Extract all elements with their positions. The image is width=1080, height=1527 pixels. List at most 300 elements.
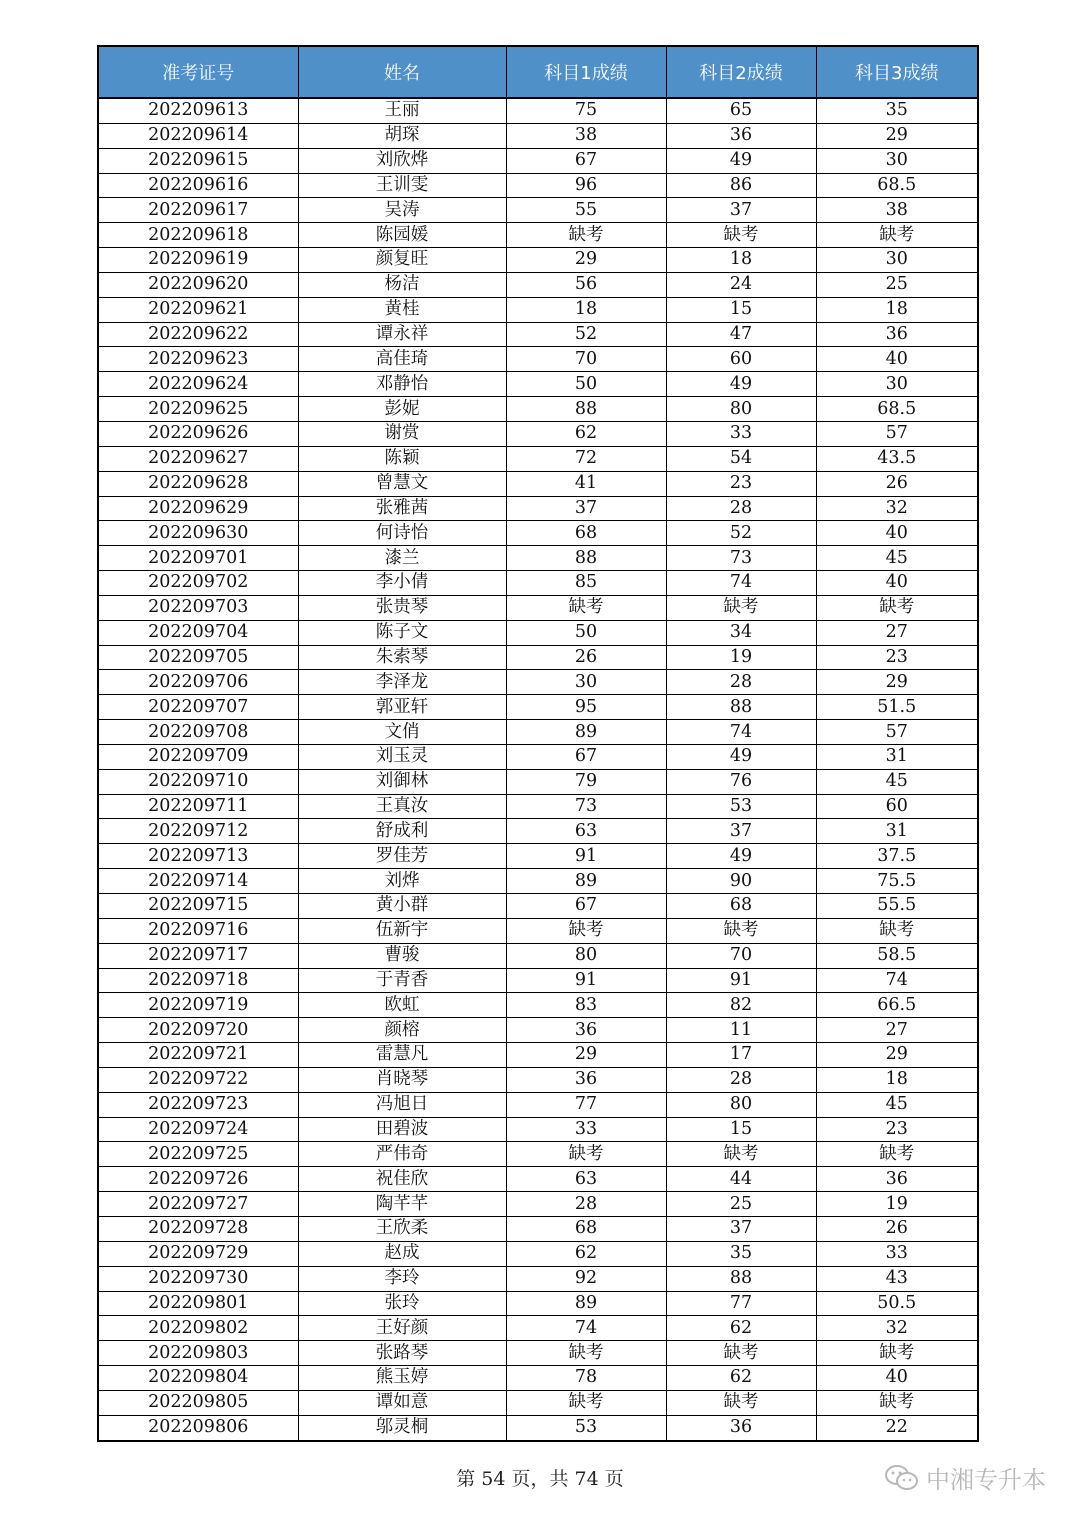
cell-subject1: 62 <box>506 421 666 446</box>
table-row <box>98 1216 978 1241</box>
cell-name: 张路琴 <box>298 1341 506 1366</box>
cell-subject1: 26 <box>506 645 666 670</box>
cell-subject1: 缺考 <box>506 1142 666 1167</box>
cell-exam-id: 202209713 <box>98 844 298 869</box>
cell-subject1: 38 <box>506 123 666 148</box>
cell-subject3: 40 <box>816 1366 978 1391</box>
cell-name: 陈园媛 <box>298 223 506 248</box>
cell-exam-id: 202209714 <box>98 869 298 894</box>
table-row <box>98 1192 978 1217</box>
table-row <box>98 421 978 446</box>
cell-exam-id: 202209806 <box>98 1415 298 1440</box>
cell-subject2: 缺考 <box>666 1341 816 1366</box>
cell-subject3: 27 <box>816 620 978 645</box>
cell-subject1: 74 <box>506 1316 666 1341</box>
cell-subject2: 37 <box>666 198 816 223</box>
cell-subject1: 缺考 <box>506 918 666 943</box>
cell-subject2: 62 <box>666 1366 816 1391</box>
cell-subject3: 35 <box>816 98 978 123</box>
table-row <box>98 769 978 794</box>
table-row <box>98 546 978 571</box>
cell-exam-id: 202209716 <box>98 918 298 943</box>
cell-exam-id: 202209617 <box>98 198 298 223</box>
cell-subject2: 35 <box>666 1241 816 1266</box>
table-row <box>98 794 978 819</box>
cell-name: 严伟奇 <box>298 1142 506 1167</box>
cell-subject2: 70 <box>666 943 816 968</box>
cell-exam-id: 202209629 <box>98 496 298 521</box>
cell-subject3: 30 <box>816 372 978 397</box>
cell-subject3: 19 <box>816 1192 978 1217</box>
cell-subject2: 74 <box>666 720 816 745</box>
cell-subject2: 88 <box>666 1266 816 1291</box>
cell-subject1: 28 <box>506 1192 666 1217</box>
cell-name: 伍新宇 <box>298 918 506 943</box>
cell-subject3: 29 <box>816 670 978 695</box>
table-row <box>98 670 978 695</box>
cell-name: 刘欣烨 <box>298 148 506 173</box>
cell-subject1: 55 <box>506 198 666 223</box>
cell-subject2: 62 <box>666 1316 816 1341</box>
cell-exam-id: 202209613 <box>98 98 298 123</box>
cell-subject2: 37 <box>666 819 816 844</box>
cell-subject1: 36 <box>506 1067 666 1092</box>
cell-name: 王丽 <box>298 98 506 123</box>
cell-subject2: 15 <box>666 297 816 322</box>
cell-subject2: 缺考 <box>666 918 816 943</box>
cell-subject1: 36 <box>506 1018 666 1043</box>
table-row <box>98 297 978 322</box>
cell-subject1: 75 <box>506 98 666 123</box>
table-row <box>98 123 978 148</box>
cell-subject2: 49 <box>666 148 816 173</box>
cell-subject1: 96 <box>506 173 666 198</box>
cell-subject3: 57 <box>816 421 978 446</box>
cell-subject2: 17 <box>666 1043 816 1068</box>
cell-subject3: 31 <box>816 819 978 844</box>
cell-exam-id: 202209725 <box>98 1142 298 1167</box>
cell-name: 张雅茜 <box>298 496 506 521</box>
cell-subject1: 95 <box>506 695 666 720</box>
cell-subject1: 缺考 <box>506 1390 666 1415</box>
cell-subject1: 56 <box>506 272 666 297</box>
header-subject2: 科目2成绩 <box>666 46 816 98</box>
cell-subject1: 80 <box>506 943 666 968</box>
cell-subject1: 79 <box>506 769 666 794</box>
cell-subject3: 43.5 <box>816 446 978 471</box>
cell-exam-id: 202209620 <box>98 272 298 297</box>
header-exam-id: 准考证号 <box>98 46 298 98</box>
cell-subject3: 45 <box>816 1092 978 1117</box>
cell-exam-id: 202209804 <box>98 1366 298 1391</box>
cell-subject3: 43 <box>816 1266 978 1291</box>
cell-subject3: 68.5 <box>816 397 978 422</box>
cell-subject2: 86 <box>666 173 816 198</box>
cell-subject2: 缺考 <box>666 595 816 620</box>
cell-subject2: 73 <box>666 546 816 571</box>
cell-name: 赵成 <box>298 1241 506 1266</box>
table-row <box>98 148 978 173</box>
cell-subject1: 89 <box>506 869 666 894</box>
cell-name: 朱索琴 <box>298 645 506 670</box>
cell-subject1: 33 <box>506 1117 666 1142</box>
cell-subject2: 76 <box>666 769 816 794</box>
table-row <box>98 272 978 297</box>
wechat-icon <box>884 1464 920 1492</box>
cell-subject3: 33 <box>816 1241 978 1266</box>
cell-name: 胡琛 <box>298 123 506 148</box>
cell-exam-id: 202209628 <box>98 471 298 496</box>
cell-subject2: 54 <box>666 446 816 471</box>
table-row <box>98 1341 978 1366</box>
cell-subject1: 73 <box>506 794 666 819</box>
cell-subject1: 67 <box>506 148 666 173</box>
table-row <box>98 471 978 496</box>
cell-subject1: 83 <box>506 993 666 1018</box>
table-row <box>98 1316 978 1341</box>
cell-subject1: 72 <box>506 446 666 471</box>
cell-subject3: 36 <box>816 322 978 347</box>
cell-subject1: 50 <box>506 372 666 397</box>
cell-subject3: 40 <box>816 571 978 596</box>
cell-subject3: 27 <box>816 1018 978 1043</box>
table-row <box>98 695 978 720</box>
table-row <box>98 894 978 919</box>
table-row <box>98 397 978 422</box>
table-row <box>98 1266 978 1291</box>
cell-name: 于青香 <box>298 968 506 993</box>
cell-subject2: 15 <box>666 1117 816 1142</box>
table-row <box>98 968 978 993</box>
cell-subject1: 68 <box>506 1216 666 1241</box>
cell-name: 黄桂 <box>298 297 506 322</box>
cell-subject2: 37 <box>666 1216 816 1241</box>
cell-name: 陈子文 <box>298 620 506 645</box>
cell-subject1: 89 <box>506 1291 666 1316</box>
table-row <box>98 446 978 471</box>
cell-subject2: 28 <box>666 1067 816 1092</box>
cell-subject2: 88 <box>666 695 816 720</box>
cell-name: 陈颖 <box>298 446 506 471</box>
table-row <box>98 844 978 869</box>
cell-exam-id: 202209704 <box>98 620 298 645</box>
cell-subject2: 缺考 <box>666 1390 816 1415</box>
cell-subject3: 23 <box>816 1117 978 1142</box>
cell-subject3: 66.5 <box>816 993 978 1018</box>
table-row <box>98 1043 978 1068</box>
cell-exam-id: 202209801 <box>98 1291 298 1316</box>
cell-subject3: 32 <box>816 1316 978 1341</box>
table-row <box>98 645 978 670</box>
cell-name: 李玲 <box>298 1266 506 1291</box>
cell-subject3: 25 <box>816 272 978 297</box>
cell-subject1: 41 <box>506 471 666 496</box>
cell-subject3: 58.5 <box>816 943 978 968</box>
cell-subject1: 88 <box>506 397 666 422</box>
cell-exam-id: 202209707 <box>98 695 298 720</box>
cell-name: 邬灵桐 <box>298 1415 506 1440</box>
cell-exam-id: 202209728 <box>98 1216 298 1241</box>
cell-subject1: 29 <box>506 248 666 273</box>
cell-subject2: 34 <box>666 620 816 645</box>
cell-subject2: 49 <box>666 744 816 769</box>
cell-subject3: 60 <box>816 794 978 819</box>
cell-subject1: 92 <box>506 1266 666 1291</box>
cell-name: 刘御林 <box>298 769 506 794</box>
table-row <box>98 1415 978 1440</box>
cell-exam-id: 202209727 <box>98 1192 298 1217</box>
table-row <box>98 1142 978 1167</box>
cell-exam-id: 202209702 <box>98 571 298 596</box>
cell-subject2: 53 <box>666 794 816 819</box>
cell-exam-id: 202209625 <box>98 397 298 422</box>
cell-subject2: 77 <box>666 1291 816 1316</box>
cell-subject1: 89 <box>506 720 666 745</box>
cell-exam-id: 202209706 <box>98 670 298 695</box>
table-row <box>98 372 978 397</box>
cell-subject2: 缺考 <box>666 223 816 248</box>
cell-subject2: 47 <box>666 322 816 347</box>
cell-exam-id: 202209624 <box>98 372 298 397</box>
cell-subject3: 51.5 <box>816 695 978 720</box>
cell-subject2: 18 <box>666 248 816 273</box>
cell-exam-id: 202209721 <box>98 1043 298 1068</box>
cell-subject1: 70 <box>506 347 666 372</box>
cell-exam-id: 202209630 <box>98 521 298 546</box>
cell-subject3: 31 <box>816 744 978 769</box>
cell-subject3: 50.5 <box>816 1291 978 1316</box>
cell-exam-id: 202209719 <box>98 993 298 1018</box>
table-row <box>98 1167 978 1192</box>
cell-subject1: 67 <box>506 744 666 769</box>
cell-subject2: 82 <box>666 993 816 1018</box>
cell-exam-id: 202209619 <box>98 248 298 273</box>
cell-exam-id: 202209615 <box>98 148 298 173</box>
cell-subject2: 90 <box>666 869 816 894</box>
cell-exam-id: 202209723 <box>98 1092 298 1117</box>
cell-subject2: 65 <box>666 98 816 123</box>
cell-name: 王真汝 <box>298 794 506 819</box>
cell-exam-id: 202209802 <box>98 1316 298 1341</box>
cell-name: 漆兰 <box>298 546 506 571</box>
cell-subject1: 67 <box>506 894 666 919</box>
cell-subject2: 80 <box>666 1092 816 1117</box>
cell-exam-id: 202209701 <box>98 546 298 571</box>
table-row <box>98 571 978 596</box>
cell-subject2: 28 <box>666 496 816 521</box>
cell-subject2: 36 <box>666 1415 816 1440</box>
cell-exam-id: 202209621 <box>98 297 298 322</box>
cell-subject2: 36 <box>666 123 816 148</box>
cell-exam-id: 202209710 <box>98 769 298 794</box>
cell-subject3: 55.5 <box>816 894 978 919</box>
cell-subject3: 29 <box>816 123 978 148</box>
header-subject3: 科目3成绩 <box>816 46 978 98</box>
cell-subject1: 85 <box>506 571 666 596</box>
table-row <box>98 720 978 745</box>
cell-name: 欧虹 <box>298 993 506 1018</box>
cell-subject1: 50 <box>506 620 666 645</box>
cell-subject3: 30 <box>816 248 978 273</box>
cell-exam-id: 202209705 <box>98 645 298 670</box>
cell-name: 舒成利 <box>298 819 506 844</box>
cell-subject3: 23 <box>816 645 978 670</box>
cell-name: 肖晓琴 <box>298 1067 506 1092</box>
cell-subject2: 24 <box>666 272 816 297</box>
cell-name: 郭亚轩 <box>298 695 506 720</box>
cell-subject3: 75.5 <box>816 869 978 894</box>
cell-subject1: 缺考 <box>506 1341 666 1366</box>
cell-subject3: 缺考 <box>816 918 978 943</box>
cell-subject2: 91 <box>666 968 816 993</box>
table-body <box>98 98 978 1441</box>
table-row <box>98 322 978 347</box>
table-row <box>98 347 978 372</box>
cell-subject1: 62 <box>506 1241 666 1266</box>
cell-subject1: 缺考 <box>506 223 666 248</box>
cell-subject1: 30 <box>506 670 666 695</box>
cell-name: 冯旭日 <box>298 1092 506 1117</box>
cell-name: 邓静怡 <box>298 372 506 397</box>
cell-name: 谭如意 <box>298 1390 506 1415</box>
table-row <box>98 1390 978 1415</box>
cell-subject1: 78 <box>506 1366 666 1391</box>
cell-exam-id: 202209708 <box>98 720 298 745</box>
cell-subject3: 68.5 <box>816 173 978 198</box>
cell-subject3: 37.5 <box>816 844 978 869</box>
cell-subject2: 49 <box>666 372 816 397</box>
cell-name: 李泽龙 <box>298 670 506 695</box>
cell-name: 高佳琦 <box>298 347 506 372</box>
cell-name: 曾慧文 <box>298 471 506 496</box>
table-row <box>98 595 978 620</box>
cell-name: 杨洁 <box>298 272 506 297</box>
cell-exam-id: 202209627 <box>98 446 298 471</box>
table-row <box>98 1018 978 1043</box>
cell-exam-id: 202209803 <box>98 1341 298 1366</box>
cell-name: 陶芊芊 <box>298 1192 506 1217</box>
table-row <box>98 943 978 968</box>
cell-name: 李小倩 <box>298 571 506 596</box>
table-row <box>98 496 978 521</box>
cell-subject1: 63 <box>506 1167 666 1192</box>
table-row <box>98 1366 978 1391</box>
cell-name: 文俏 <box>298 720 506 745</box>
cell-subject1: 18 <box>506 297 666 322</box>
cell-exam-id: 202209711 <box>98 794 298 819</box>
cell-name: 张贵琴 <box>298 595 506 620</box>
cell-exam-id: 202209722 <box>98 1067 298 1092</box>
header-subject1: 科目1成绩 <box>506 46 666 98</box>
cell-name: 谭永祥 <box>298 322 506 347</box>
cell-name: 刘烨 <box>298 869 506 894</box>
table-row <box>98 248 978 273</box>
cell-subject3: 18 <box>816 297 978 322</box>
cell-exam-id: 202209805 <box>98 1390 298 1415</box>
cell-name: 熊玉婷 <box>298 1366 506 1391</box>
table-row <box>98 198 978 223</box>
cell-name: 何诗怡 <box>298 521 506 546</box>
cell-exam-id: 202209623 <box>98 347 298 372</box>
cell-name: 颜复旺 <box>298 248 506 273</box>
table-row <box>98 1092 978 1117</box>
table-row <box>98 521 978 546</box>
cell-subject3: 缺考 <box>816 223 978 248</box>
cell-subject2: 74 <box>666 571 816 596</box>
cell-name: 张玲 <box>298 1291 506 1316</box>
cell-subject2: 23 <box>666 471 816 496</box>
cell-exam-id: 202209622 <box>98 322 298 347</box>
cell-name: 颜榕 <box>298 1018 506 1043</box>
cell-exam-id: 202209715 <box>98 894 298 919</box>
cell-subject2: 49 <box>666 844 816 869</box>
cell-subject3: 32 <box>816 496 978 521</box>
cell-subject3: 45 <box>816 769 978 794</box>
cell-subject3: 40 <box>816 521 978 546</box>
cell-subject3: 缺考 <box>816 595 978 620</box>
cell-subject1: 37 <box>506 496 666 521</box>
cell-subject2: 33 <box>666 421 816 446</box>
cell-subject3: 26 <box>816 1216 978 1241</box>
cell-name: 雷慧凡 <box>298 1043 506 1068</box>
table-row <box>98 620 978 645</box>
table-row <box>98 223 978 248</box>
score-table <box>97 45 979 1442</box>
cell-name: 刘玉灵 <box>298 744 506 769</box>
cell-subject1: 88 <box>506 546 666 571</box>
cell-name: 黄小群 <box>298 894 506 919</box>
cell-exam-id: 202209730 <box>98 1266 298 1291</box>
cell-exam-id: 202209616 <box>98 173 298 198</box>
cell-subject1: 52 <box>506 322 666 347</box>
cell-exam-id: 202209718 <box>98 968 298 993</box>
cell-subject3: 18 <box>816 1067 978 1092</box>
watermark <box>884 1460 1046 1495</box>
cell-name: 谢赏 <box>298 421 506 446</box>
cell-subject2: 11 <box>666 1018 816 1043</box>
cell-subject2: 60 <box>666 347 816 372</box>
cell-exam-id: 202209729 <box>98 1241 298 1266</box>
table-row <box>98 744 978 769</box>
table-row <box>98 993 978 1018</box>
cell-subject1: 63 <box>506 819 666 844</box>
cell-subject1: 91 <box>506 968 666 993</box>
cell-subject2: 44 <box>666 1167 816 1192</box>
cell-subject1: 29 <box>506 1043 666 1068</box>
table-row <box>98 98 978 123</box>
cell-exam-id: 202209717 <box>98 943 298 968</box>
cell-exam-id: 202209726 <box>98 1167 298 1192</box>
watermark-text: 中湘专升本 <box>926 1466 1046 1494</box>
cell-subject2: 25 <box>666 1192 816 1217</box>
cell-exam-id: 202209724 <box>98 1117 298 1142</box>
header-name: 姓名 <box>298 46 506 98</box>
table-row <box>98 819 978 844</box>
table-row <box>98 1241 978 1266</box>
cell-subject3: 74 <box>816 968 978 993</box>
cell-subject2: 52 <box>666 521 816 546</box>
cell-exam-id: 202209618 <box>98 223 298 248</box>
cell-exam-id: 202209614 <box>98 123 298 148</box>
cell-name: 王训雯 <box>298 173 506 198</box>
cell-name: 曹骏 <box>298 943 506 968</box>
table-header-row <box>98 46 978 98</box>
cell-name: 彭妮 <box>298 397 506 422</box>
cell-subject3: 30 <box>816 148 978 173</box>
cell-subject3: 38 <box>816 198 978 223</box>
table-row <box>98 1067 978 1092</box>
cell-exam-id: 202209703 <box>98 595 298 620</box>
